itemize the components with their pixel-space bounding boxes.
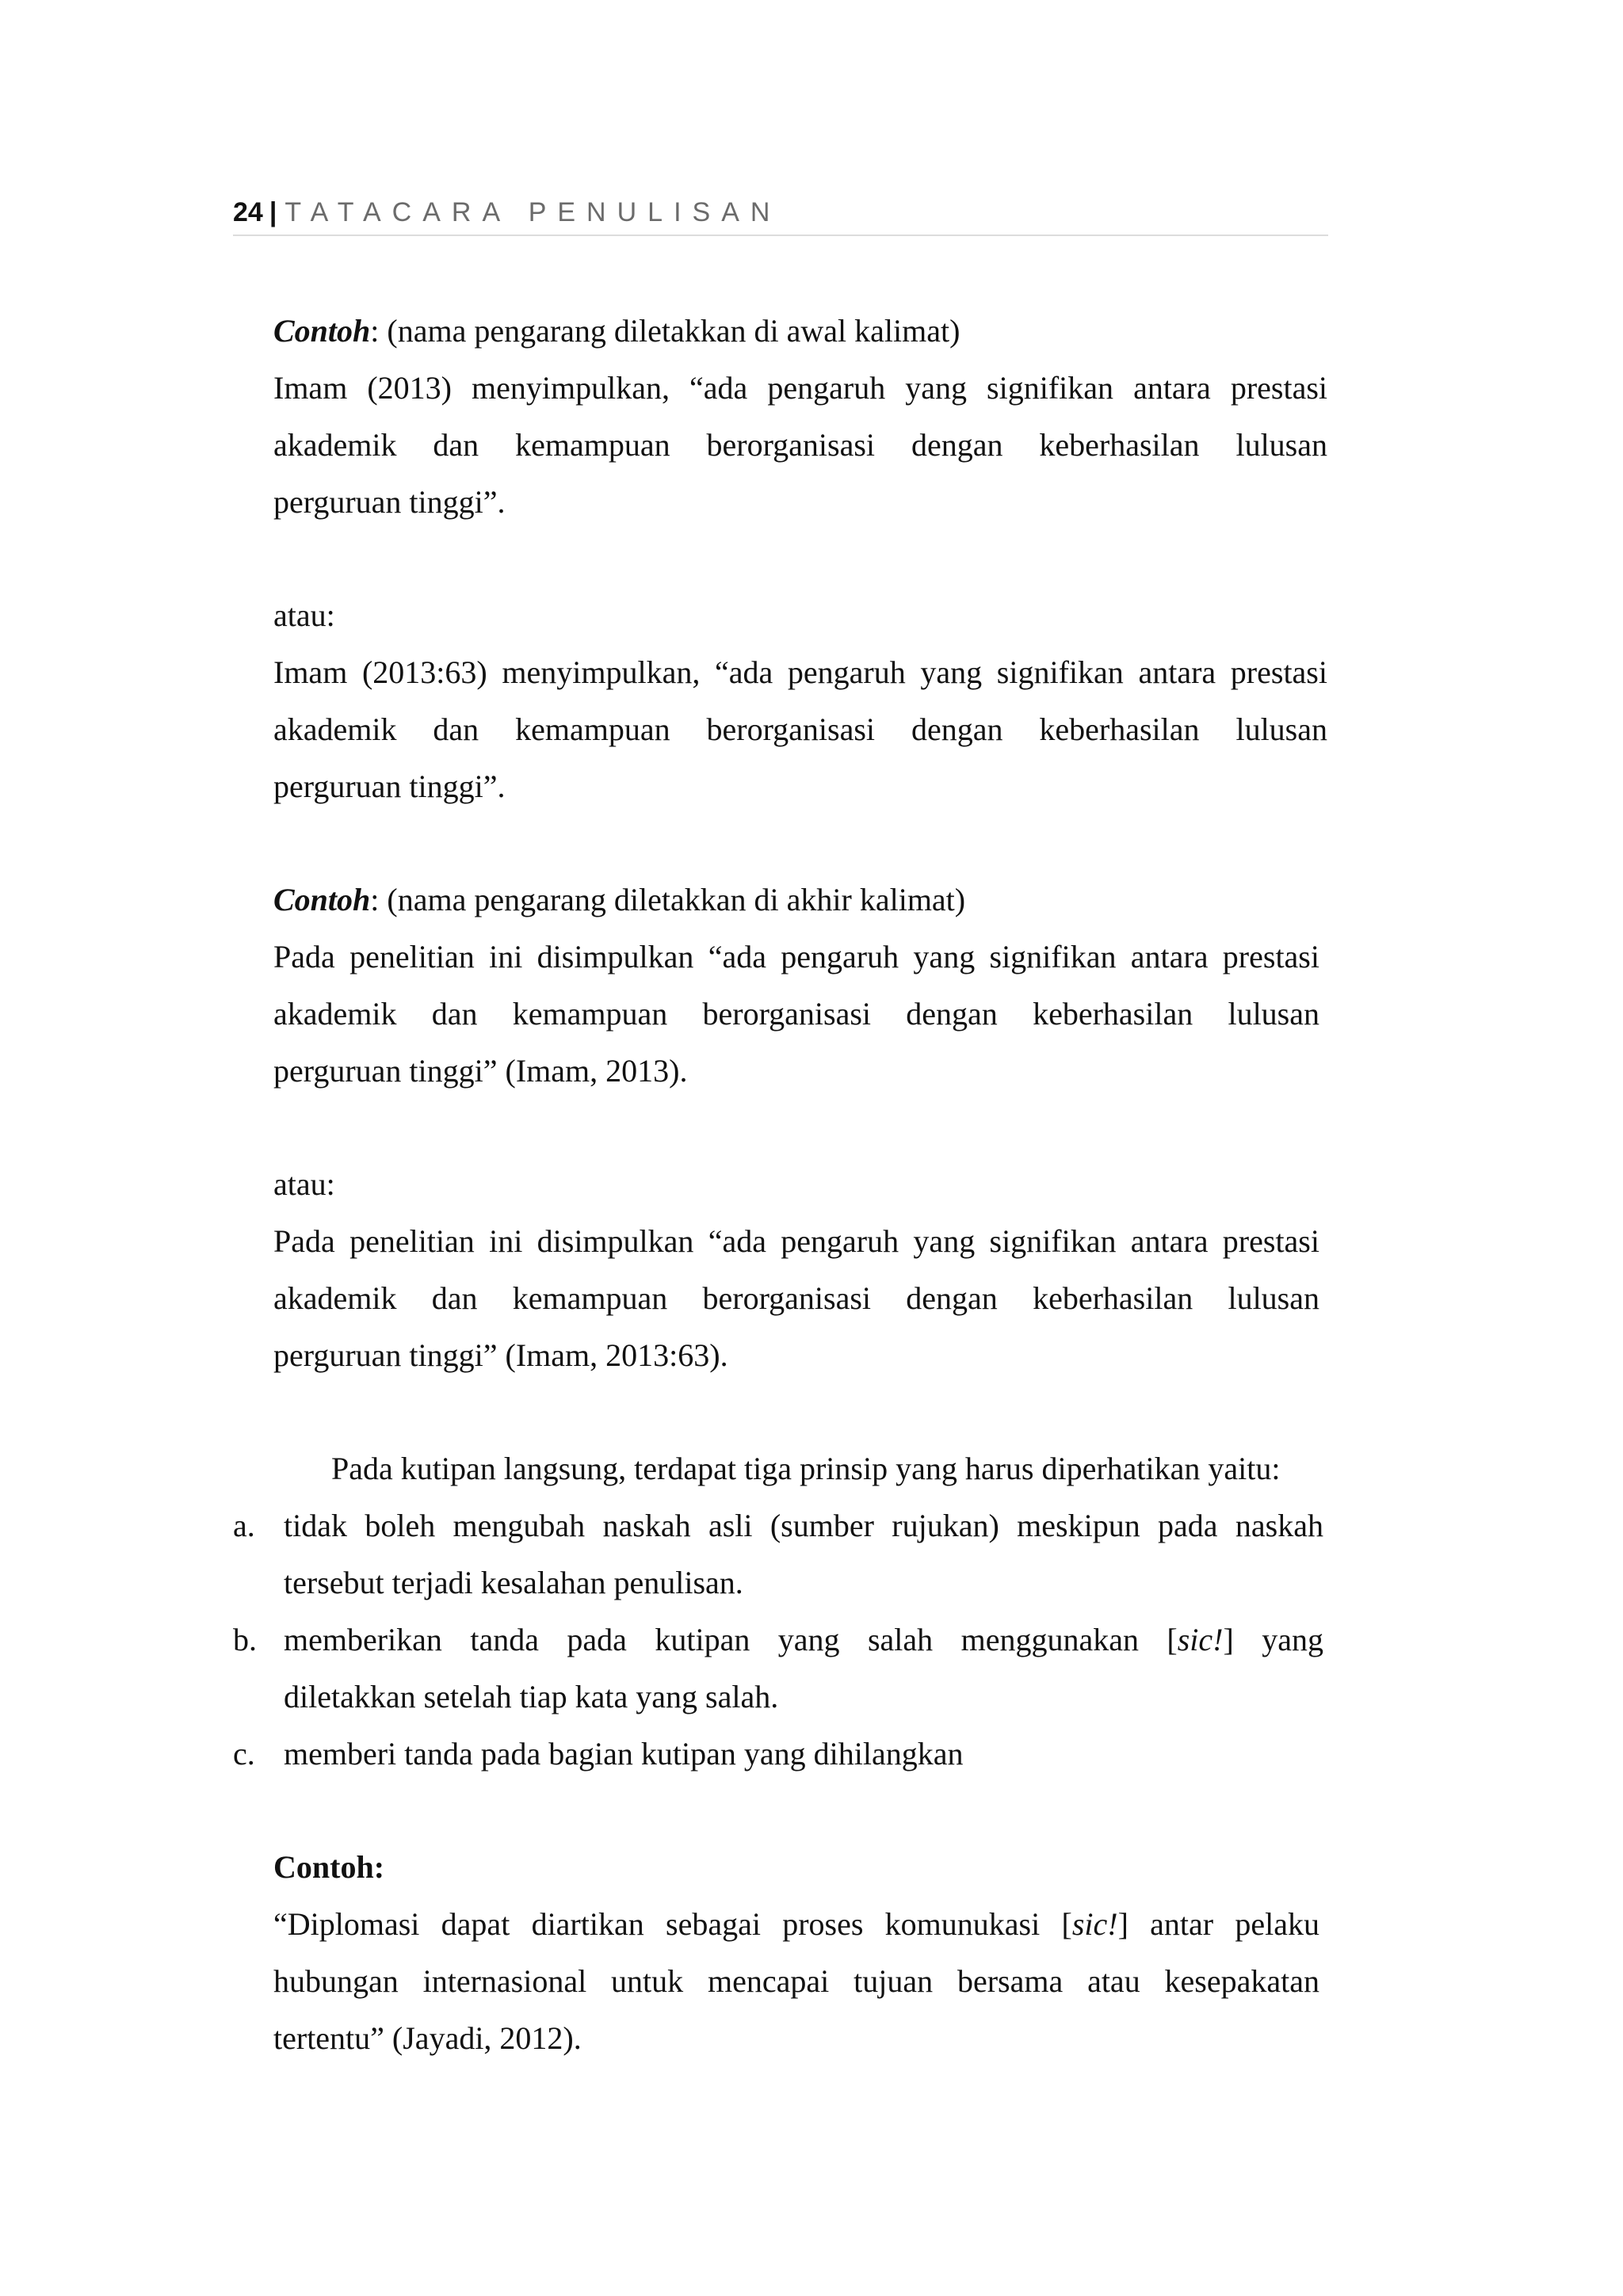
- example-line: perguruan tinggi” (Imam, 2013:63).: [273, 1337, 728, 1373]
- or-label: atau:: [273, 597, 335, 633]
- text-run: “Diplomasi dapat diartikan sebagai proses komunukasi [: [273, 1906, 1072, 1942]
- list-marker: b.: [233, 1622, 257, 1657]
- principles-intro: [331, 1440, 1330, 1497]
- example-line: akademik dan kemampuan berorganisasi dengan keberhasilan lulusan: [273, 427, 1327, 463]
- heading-description: : (nama pengarang diletakkan di akhir kalimat): [370, 882, 966, 917]
- list-marker: a.: [233, 1508, 255, 1543]
- example-line: akademik dan kemampuan berorganisasi dengan keberhasilan lulusan: [273, 711, 1327, 747]
- example-line: Imam (2013) menyimpulkan, “ada pengaruh yang signifikan antara prestasi: [273, 370, 1327, 406]
- alternative-example: [273, 1156, 1319, 1384]
- heading-description: : (nama pengarang diletakkan di awal kalimat): [370, 313, 960, 349]
- example-label: Contoh:: [273, 1849, 385, 1885]
- principles-list: [233, 1497, 1327, 1783]
- list-item: [233, 1611, 1327, 1726]
- section-heading: [273, 871, 1319, 929]
- list-item-line: diletakkan setelah tiap kata yang salah.: [284, 1679, 779, 1714]
- example-label: Contoh: [273, 313, 371, 349]
- example-line: perguruan tinggi” (Imam, 2013).: [273, 1053, 688, 1089]
- example-line: perguruan tinggi”.: [273, 484, 506, 520]
- section-heading: [273, 303, 1327, 360]
- page-number: 24: [233, 197, 263, 227]
- example-line: Pada penelitian ini disimpulkan “ada pengaruh yang signifikan antara prestasi: [273, 939, 1319, 974]
- alternative-example: [273, 587, 1327, 815]
- list-item-line: tidak boleh mengubah naskah asli (sumber rujukan) meskipun pada naskah: [284, 1508, 1323, 1543]
- intro-paragraph: Pada kutipan langsung, terdapat tiga prinsip yang harus diperhatikan yaitu:: [331, 1451, 1281, 1486]
- list-item: [233, 1726, 1327, 1783]
- text-run: ] yang: [1223, 1622, 1323, 1657]
- text-run: memberikan tanda pada kutipan yang salah menggunakan [: [284, 1622, 1178, 1657]
- example-line: [273, 1896, 1319, 1953]
- sic-marker: sic!: [1177, 1622, 1224, 1657]
- example-line: Imam (2013:63) menyimpulkan, “ada pengaruh yang signifikan antara prestasi: [273, 654, 1327, 690]
- example-line: hubungan internasional untuk mencapai tujuan bersama atau kesepakatan: [273, 1963, 1319, 1999]
- example-section-end: [273, 871, 1319, 1100]
- example-section-start: [273, 303, 1327, 531]
- text-run: ] antar pelaku: [1117, 1906, 1319, 1942]
- running-header: [233, 195, 1328, 236]
- running-title: TATACARA PENULISAN: [285, 197, 781, 227]
- example-label: Contoh: [273, 882, 371, 917]
- header-separator: |: [269, 197, 277, 227]
- sic-marker: sic!: [1071, 1906, 1118, 1942]
- example-sic: [273, 1839, 1319, 2067]
- list-item-line: tersebut terjadi kesalahan penulisan.: [284, 1565, 743, 1600]
- list-item: [233, 1497, 1327, 1611]
- list-item-line: memberi tanda pada bagian kutipan yang dihilangkan: [284, 1736, 964, 1772]
- example-line: tertentu” (Jayadi, 2012).: [273, 2020, 582, 2056]
- example-line: perguruan tinggi”.: [273, 769, 506, 804]
- or-label: atau:: [273, 1166, 335, 1202]
- list-marker: c.: [233, 1736, 255, 1772]
- example-line: akademik dan kemampuan berorganisasi dengan keberhasilan lulusan: [273, 1280, 1319, 1316]
- example-line: akademik dan kemampuan berorganisasi dengan keberhasilan lulusan: [273, 996, 1319, 1032]
- list-item-line: [284, 1611, 1323, 1669]
- example-line: Pada penelitian ini disimpulkan “ada pengaruh yang signifikan antara prestasi: [273, 1223, 1319, 1259]
